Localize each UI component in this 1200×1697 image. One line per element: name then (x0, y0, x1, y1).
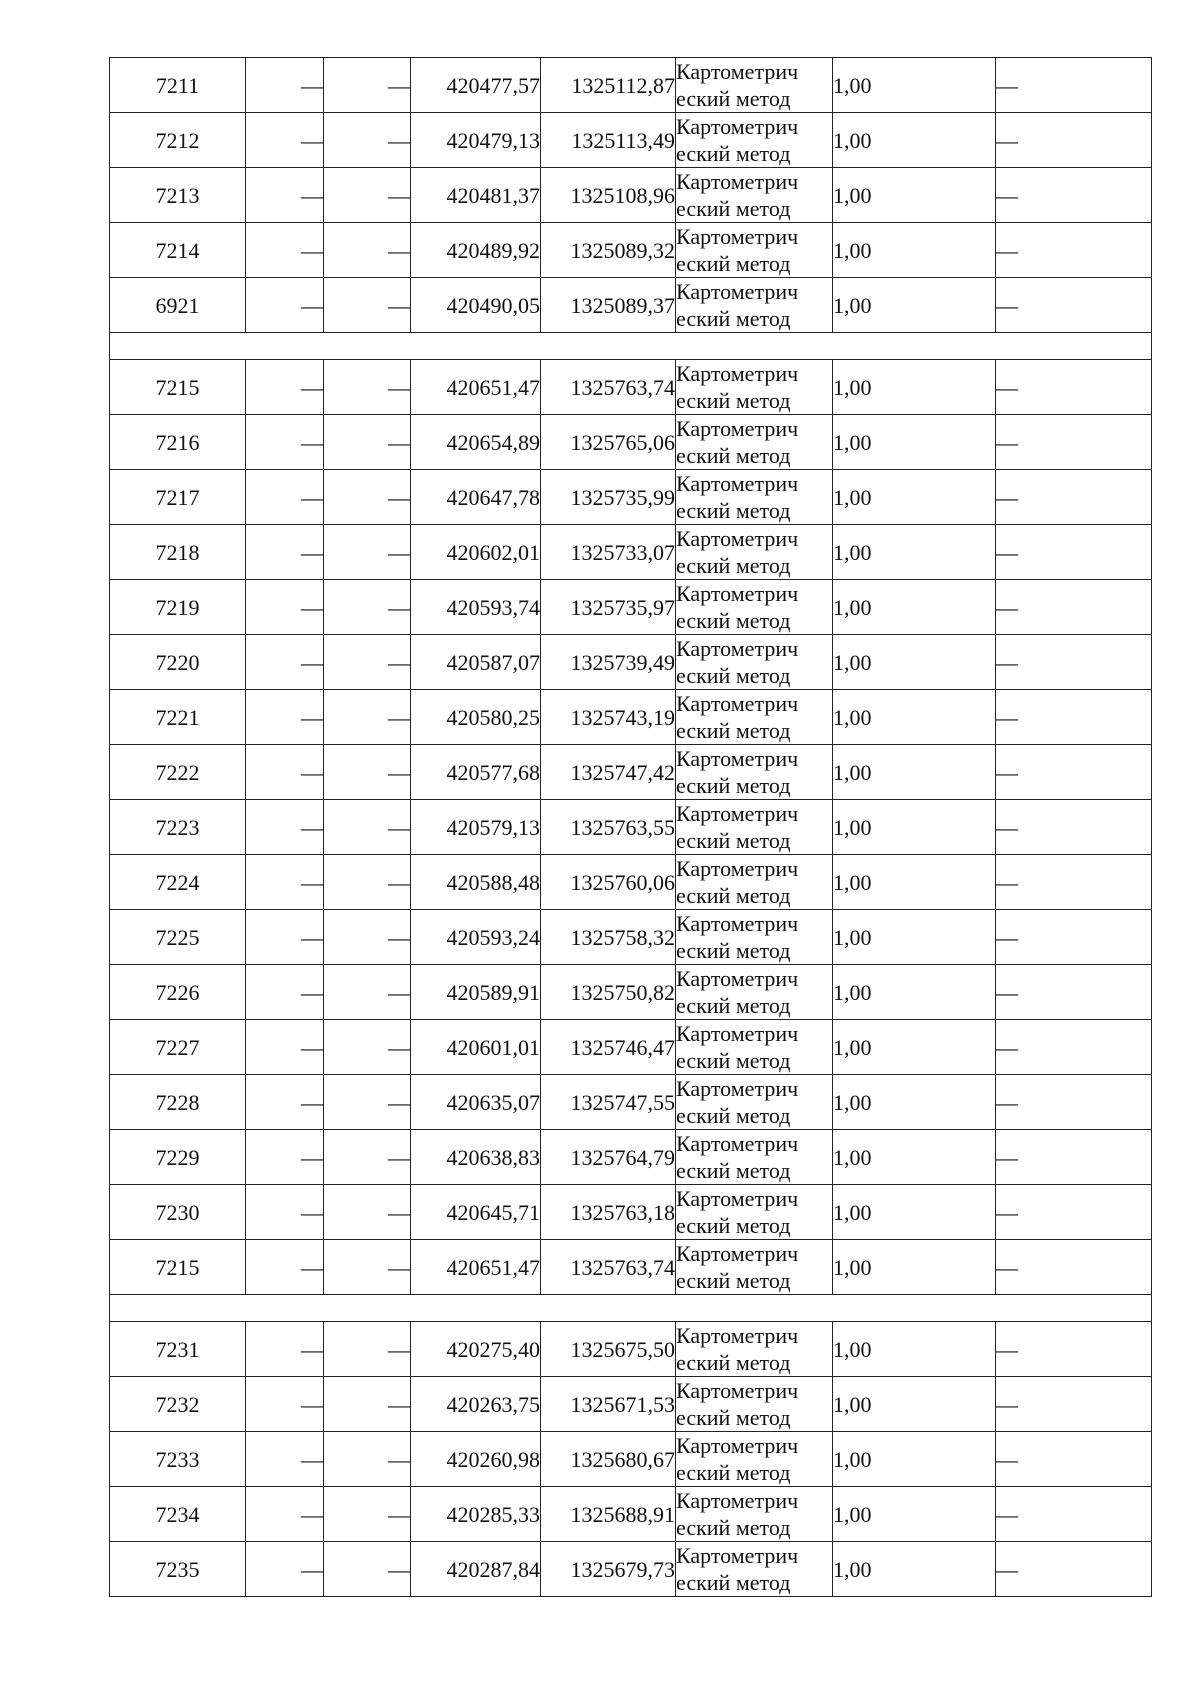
point-number-cell: 7214 (110, 223, 246, 278)
y-coordinate-cell: 1325089,37 (541, 278, 676, 333)
empty-dash-cell: — (246, 58, 324, 113)
empty-dash-cell: — (324, 278, 411, 333)
table-row (110, 1542, 1152, 1597)
description-dash-cell: — (996, 360, 1152, 415)
empty-dash-cell: — (324, 58, 411, 113)
accuracy-cell: 1,00 (833, 910, 996, 965)
empty-dash-cell: — (324, 580, 411, 635)
accuracy-cell: 1,00 (833, 1130, 996, 1185)
accuracy-cell: 1,00 (833, 1185, 996, 1240)
method-cell: Картометрич еский метод (676, 965, 833, 1020)
x-coordinate-cell: 420285,33 (411, 1487, 541, 1542)
accuracy-cell: 1,00 (833, 360, 996, 415)
table-row (110, 1487, 1152, 1542)
table-row (110, 223, 1152, 278)
empty-dash-cell: — (324, 360, 411, 415)
empty-dash-cell: — (324, 525, 411, 580)
table-row (110, 360, 1152, 415)
method-cell: Картометрич еский метод (676, 360, 833, 415)
empty-dash-cell: — (246, 1377, 324, 1432)
empty-dash-cell: — (324, 1322, 411, 1377)
method-cell: Картометрич еский метод (676, 1075, 833, 1130)
accuracy-cell: 1,00 (833, 415, 996, 470)
method-cell: Картометрич еский метод (676, 278, 833, 333)
empty-dash-cell: — (246, 1075, 324, 1130)
x-coordinate-cell: 420651,47 (411, 360, 541, 415)
empty-dash-cell: — (246, 360, 324, 415)
accuracy-cell: 1,00 (833, 58, 996, 113)
table-row (110, 1130, 1152, 1185)
point-number-cell: 7220 (110, 635, 246, 690)
x-coordinate-cell: 420481,37 (411, 168, 541, 223)
empty-dash-cell: — (324, 1240, 411, 1295)
x-coordinate-cell: 420635,07 (411, 1075, 541, 1130)
point-number-cell: 7231 (110, 1322, 246, 1377)
point-number-cell: 7212 (110, 113, 246, 168)
empty-dash-cell: — (324, 223, 411, 278)
empty-dash-cell: — (324, 1130, 411, 1185)
section-separator-row (110, 333, 1152, 360)
coordinates-table (109, 57, 1152, 1597)
empty-dash-cell: — (246, 1020, 324, 1075)
y-coordinate-cell: 1325679,73 (541, 1542, 676, 1597)
point-number-cell: 7224 (110, 855, 246, 910)
x-coordinate-cell: 420647,78 (411, 470, 541, 525)
empty-dash-cell: — (324, 635, 411, 690)
description-dash-cell: — (996, 745, 1152, 800)
accuracy-cell: 1,00 (833, 1487, 996, 1542)
x-coordinate-cell: 420588,48 (411, 855, 541, 910)
accuracy-cell: 1,00 (833, 855, 996, 910)
empty-dash-cell: — (324, 690, 411, 745)
empty-dash-cell: — (246, 223, 324, 278)
table-row (110, 690, 1152, 745)
accuracy-cell: 1,00 (833, 1432, 996, 1487)
description-dash-cell: — (996, 635, 1152, 690)
point-number-cell: 7217 (110, 470, 246, 525)
y-coordinate-cell: 1325113,49 (541, 113, 676, 168)
y-coordinate-cell: 1325671,53 (541, 1377, 676, 1432)
accuracy-cell: 1,00 (833, 470, 996, 525)
accuracy-cell: 1,00 (833, 168, 996, 223)
accuracy-cell: 1,00 (833, 635, 996, 690)
description-dash-cell: — (996, 1130, 1152, 1185)
empty-dash-cell: — (246, 1542, 324, 1597)
description-dash-cell: — (996, 58, 1152, 113)
table-row (110, 1377, 1152, 1432)
y-coordinate-cell: 1325764,79 (541, 1130, 676, 1185)
y-coordinate-cell: 1325680,67 (541, 1432, 676, 1487)
empty-dash-cell: — (324, 800, 411, 855)
method-cell: Картометрич еский метод (676, 1240, 833, 1295)
y-coordinate-cell: 1325763,18 (541, 1185, 676, 1240)
description-dash-cell: — (996, 1432, 1152, 1487)
method-cell: Картометрич еский метод (676, 800, 833, 855)
empty-dash-cell: — (246, 910, 324, 965)
point-number-cell: 7221 (110, 690, 246, 745)
y-coordinate-cell: 1325750,82 (541, 965, 676, 1020)
table-row (110, 635, 1152, 690)
method-cell: Картометрич еский метод (676, 113, 833, 168)
method-cell: Картометрич еский метод (676, 635, 833, 690)
y-coordinate-cell: 1325758,32 (541, 910, 676, 965)
y-coordinate-cell: 1325675,50 (541, 1322, 676, 1377)
y-coordinate-cell: 1325765,06 (541, 415, 676, 470)
description-dash-cell: — (996, 1487, 1152, 1542)
point-number-cell: 7232 (110, 1377, 246, 1432)
method-cell: Картометрич еский метод (676, 1432, 833, 1487)
x-coordinate-cell: 420490,05 (411, 278, 541, 333)
method-cell: Картометрич еский метод (676, 415, 833, 470)
x-coordinate-cell: 420587,07 (411, 635, 541, 690)
point-number-cell: 7229 (110, 1130, 246, 1185)
method-cell: Картометрич еский метод (676, 1185, 833, 1240)
description-dash-cell: — (996, 1020, 1152, 1075)
description-dash-cell: — (996, 1075, 1152, 1130)
empty-dash-cell: — (324, 1432, 411, 1487)
point-number-cell: 7222 (110, 745, 246, 800)
method-cell: Картометрич еский метод (676, 168, 833, 223)
method-cell: Картометрич еский метод (676, 470, 833, 525)
accuracy-cell: 1,00 (833, 800, 996, 855)
y-coordinate-cell: 1325763,55 (541, 800, 676, 855)
y-coordinate-cell: 1325747,42 (541, 745, 676, 800)
method-cell: Картометрич еский метод (676, 1542, 833, 1597)
empty-dash-cell: — (246, 580, 324, 635)
accuracy-cell: 1,00 (833, 1377, 996, 1432)
y-coordinate-cell: 1325746,47 (541, 1020, 676, 1075)
empty-dash-cell: — (324, 1075, 411, 1130)
empty-dash-cell: — (246, 1322, 324, 1377)
method-cell: Картометрич еский метод (676, 690, 833, 745)
description-dash-cell: — (996, 113, 1152, 168)
x-coordinate-cell: 420577,68 (411, 745, 541, 800)
x-coordinate-cell: 420275,40 (411, 1322, 541, 1377)
x-coordinate-cell: 420645,71 (411, 1185, 541, 1240)
y-coordinate-cell: 1325743,19 (541, 690, 676, 745)
table-row (110, 278, 1152, 333)
x-coordinate-cell: 420489,92 (411, 223, 541, 278)
table-row (110, 415, 1152, 470)
y-coordinate-cell: 1325089,32 (541, 223, 676, 278)
table-row (110, 855, 1152, 910)
x-coordinate-cell: 420601,01 (411, 1020, 541, 1075)
point-number-cell: 7211 (110, 58, 246, 113)
description-dash-cell: — (996, 1542, 1152, 1597)
empty-dash-cell: — (246, 1130, 324, 1185)
description-dash-cell: — (996, 1377, 1152, 1432)
point-number-cell: 7213 (110, 168, 246, 223)
y-coordinate-cell: 1325112,87 (541, 58, 676, 113)
empty-dash-cell: — (324, 745, 411, 800)
table-row (110, 168, 1152, 223)
table-row (110, 58, 1152, 113)
y-coordinate-cell: 1325733,07 (541, 525, 676, 580)
point-number-cell: 6921 (110, 278, 246, 333)
table-row (110, 800, 1152, 855)
method-cell: Картометрич еский метод (676, 58, 833, 113)
point-number-cell: 7215 (110, 360, 246, 415)
point-number-cell: 7235 (110, 1542, 246, 1597)
empty-dash-cell: — (246, 525, 324, 580)
description-dash-cell: — (996, 278, 1152, 333)
table-row (110, 1240, 1152, 1295)
accuracy-cell: 1,00 (833, 525, 996, 580)
table-row (110, 965, 1152, 1020)
x-coordinate-cell: 420477,57 (411, 58, 541, 113)
table-row (110, 470, 1152, 525)
accuracy-cell: 1,00 (833, 278, 996, 333)
empty-dash-cell: — (324, 1020, 411, 1075)
x-coordinate-cell: 420287,84 (411, 1542, 541, 1597)
empty-dash-cell: — (324, 965, 411, 1020)
description-dash-cell: — (996, 1240, 1152, 1295)
description-dash-cell: — (996, 965, 1152, 1020)
description-dash-cell: — (996, 168, 1152, 223)
table-row (110, 1432, 1152, 1487)
y-coordinate-cell: 1325735,97 (541, 580, 676, 635)
x-coordinate-cell: 420602,01 (411, 525, 541, 580)
method-cell: Картометрич еский метод (676, 855, 833, 910)
point-number-cell: 7226 (110, 965, 246, 1020)
x-coordinate-cell: 420638,83 (411, 1130, 541, 1185)
description-dash-cell: — (996, 855, 1152, 910)
x-coordinate-cell: 420579,13 (411, 800, 541, 855)
method-cell: Картометрич еский метод (676, 745, 833, 800)
x-coordinate-cell: 420580,25 (411, 690, 541, 745)
empty-dash-cell: — (324, 1542, 411, 1597)
description-dash-cell: — (996, 1322, 1152, 1377)
description-dash-cell: — (996, 580, 1152, 635)
table-body (110, 58, 1152, 1597)
empty-dash-cell: — (246, 855, 324, 910)
empty-dash-cell: — (324, 168, 411, 223)
accuracy-cell: 1,00 (833, 223, 996, 278)
method-cell: Картометрич еский метод (676, 910, 833, 965)
empty-dash-cell: — (324, 910, 411, 965)
y-coordinate-cell: 1325747,55 (541, 1075, 676, 1130)
description-dash-cell: — (996, 470, 1152, 525)
accuracy-cell: 1,00 (833, 1020, 996, 1075)
empty-dash-cell: — (324, 415, 411, 470)
x-coordinate-cell: 420589,91 (411, 965, 541, 1020)
empty-dash-cell: — (246, 745, 324, 800)
table-row (110, 1020, 1152, 1075)
method-cell: Картометрич еский метод (676, 1487, 833, 1542)
point-number-cell: 7227 (110, 1020, 246, 1075)
point-number-cell: 7230 (110, 1185, 246, 1240)
method-cell: Картометрич еский метод (676, 1130, 833, 1185)
empty-dash-cell: — (246, 113, 324, 168)
point-number-cell: 7215 (110, 1240, 246, 1295)
point-number-cell: 7218 (110, 525, 246, 580)
point-number-cell: 7216 (110, 415, 246, 470)
x-coordinate-cell: 420654,89 (411, 415, 541, 470)
empty-dash-cell: — (246, 800, 324, 855)
x-coordinate-cell: 420593,74 (411, 580, 541, 635)
empty-dash-cell: — (246, 168, 324, 223)
empty-dash-cell: — (324, 855, 411, 910)
method-cell: Картометрич еский метод (676, 1322, 833, 1377)
empty-dash-cell: — (324, 113, 411, 168)
method-cell: Картометрич еский метод (676, 580, 833, 635)
y-coordinate-cell: 1325763,74 (541, 1240, 676, 1295)
x-coordinate-cell: 420260,98 (411, 1432, 541, 1487)
description-dash-cell: — (996, 415, 1152, 470)
x-coordinate-cell: 420651,47 (411, 1240, 541, 1295)
empty-dash-cell: — (246, 470, 324, 525)
y-coordinate-cell: 1325763,74 (541, 360, 676, 415)
empty-dash-cell: — (246, 965, 324, 1020)
section-separator-row (110, 1295, 1152, 1322)
point-number-cell: 7223 (110, 800, 246, 855)
accuracy-cell: 1,00 (833, 580, 996, 635)
empty-dash-cell: — (246, 1432, 324, 1487)
table-row (110, 910, 1152, 965)
point-number-cell: 7234 (110, 1487, 246, 1542)
accuracy-cell: 1,00 (833, 690, 996, 745)
accuracy-cell: 1,00 (833, 745, 996, 800)
y-coordinate-cell: 1325739,49 (541, 635, 676, 690)
method-cell: Картометрич еский метод (676, 223, 833, 278)
empty-dash-cell: — (324, 1185, 411, 1240)
description-dash-cell: — (996, 223, 1152, 278)
table-row (110, 1185, 1152, 1240)
method-cell: Картометрич еский метод (676, 1020, 833, 1075)
point-number-cell: 7233 (110, 1432, 246, 1487)
method-cell: Картометрич еский метод (676, 1377, 833, 1432)
method-cell: Картометрич еский метод (676, 525, 833, 580)
empty-dash-cell: — (246, 1487, 324, 1542)
accuracy-cell: 1,00 (833, 113, 996, 168)
empty-dash-cell: — (246, 278, 324, 333)
description-dash-cell: — (996, 800, 1152, 855)
table-row (110, 525, 1152, 580)
description-dash-cell: — (996, 1185, 1152, 1240)
table-row (110, 745, 1152, 800)
table-row (110, 1322, 1152, 1377)
point-number-cell: 7228 (110, 1075, 246, 1130)
description-dash-cell: — (996, 910, 1152, 965)
empty-dash-cell: — (324, 470, 411, 525)
accuracy-cell: 1,00 (833, 1322, 996, 1377)
point-number-cell: 7225 (110, 910, 246, 965)
separator-cell (110, 1295, 1152, 1322)
table-row (110, 1075, 1152, 1130)
empty-dash-cell: — (246, 1185, 324, 1240)
accuracy-cell: 1,00 (833, 1240, 996, 1295)
y-coordinate-cell: 1325760,06 (541, 855, 676, 910)
empty-dash-cell: — (324, 1377, 411, 1432)
accuracy-cell: 1,00 (833, 1075, 996, 1130)
empty-dash-cell: — (246, 415, 324, 470)
x-coordinate-cell: 420263,75 (411, 1377, 541, 1432)
empty-dash-cell: — (324, 1487, 411, 1542)
empty-dash-cell: — (246, 690, 324, 745)
x-coordinate-cell: 420479,13 (411, 113, 541, 168)
table-row (110, 580, 1152, 635)
description-dash-cell: — (996, 690, 1152, 745)
y-coordinate-cell: 1325688,91 (541, 1487, 676, 1542)
accuracy-cell: 1,00 (833, 1542, 996, 1597)
empty-dash-cell: — (246, 635, 324, 690)
y-coordinate-cell: 1325735,99 (541, 470, 676, 525)
point-number-cell: 7219 (110, 580, 246, 635)
x-coordinate-cell: 420593,24 (411, 910, 541, 965)
separator-cell (110, 333, 1152, 360)
accuracy-cell: 1,00 (833, 965, 996, 1020)
description-dash-cell: — (996, 525, 1152, 580)
y-coordinate-cell: 1325108,96 (541, 168, 676, 223)
empty-dash-cell: — (246, 1240, 324, 1295)
table-row (110, 113, 1152, 168)
